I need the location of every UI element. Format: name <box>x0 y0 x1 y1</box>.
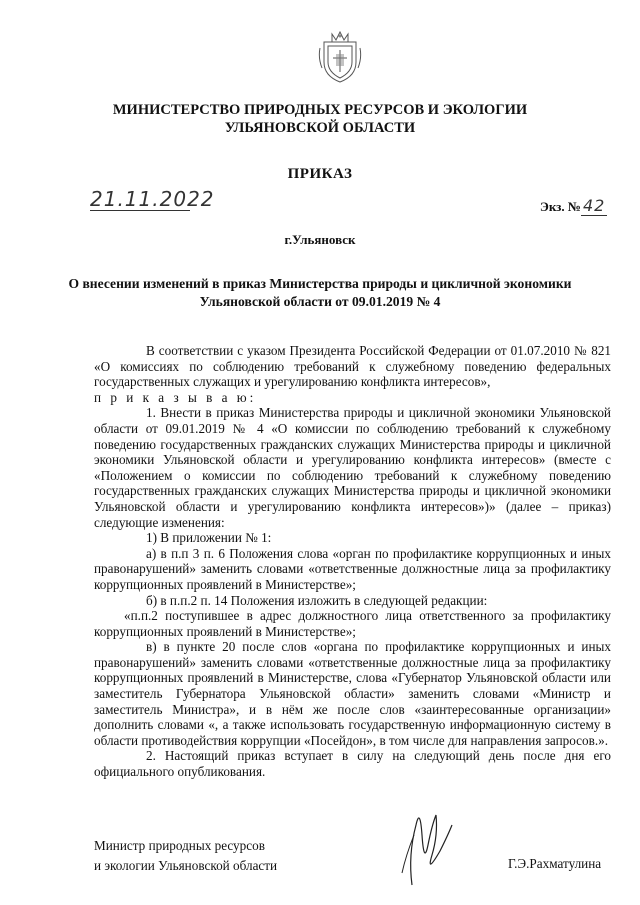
paragraph-order-word: п р и к а з ы в а ю: <box>94 389 257 405</box>
copy-number-label: Экз. № <box>540 199 581 214</box>
copy-number <box>540 196 607 215</box>
order-subject <box>0 275 640 311</box>
order-title: ПРИКАЗ <box>287 166 353 182</box>
order-body <box>94 343 611 780</box>
paragraph-item-1: 1. Внести в приказ Министерства природы и цикличной экономики Ульяновской области от 09.01.2019 № 4 «О комиссии по соблюдению требований к служебному поведению государственных гражданских служащих Министерства природы и цикличной экономики Ульяновской области и урегулированию конфликта интересов» (вместе с «Положением о комиссии по соблюдению требований к служебному поведению государственных гражданских служащих Министерства природы и цикличной экономики Ульяновской области и урегулированию конфликта интересов»)» (далее – приказ) следующие изменения: <box>94 405 611 530</box>
paragraph-subitem-b: б) в п.п.2 п. 14 Положения изложить в следующей редакции: <box>146 592 488 608</box>
ministry-name-line2: УЛЬЯНОВСКОЙ ОБЛАСТИ <box>224 120 416 136</box>
coat-of-arms-emblem <box>318 28 362 86</box>
ministry-name-line1: МИНИСТЕРСТВО ПРИРОДНЫХ РЕСУРСОВ И ЭКОЛОГИИ <box>112 102 528 118</box>
paragraph-subitem-b-text: «п.п.2 поступившее в адрес должностного лица ответственного за профилактику коррупционных проявлений в Министерстве»; <box>94 608 611 639</box>
signatory-position-line1: Министр природных ресурсов <box>94 838 265 853</box>
paragraph-preamble: В соответствии с указом Президента Российской Федерации от 01.07.2010 № 821 «О комиссиях по соблюдению требований к служебному поведению федеральных государственных служащих и урегулированию конфликта интересов», <box>94 343 611 390</box>
paragraph-appendix: 1) В приложении № 1: <box>146 530 272 546</box>
signatory-position <box>94 836 277 876</box>
ministry-name <box>0 101 640 137</box>
city: г.Ульяновск <box>284 232 356 247</box>
handwritten-date-text: 21.11.2022 <box>90 187 215 211</box>
handwritten-date <box>86 184 216 212</box>
handwritten-signature <box>392 795 472 895</box>
signatory-position-line2: и экологии Ульяновской области <box>94 858 278 873</box>
paragraph-subitem-a: а) в п.п 3 п. 6 Положения слова «орган по профилактике коррупционных и иных правонарушений» заменить словами «ответственные должностные лица за профилактику коррупционных проявлений в Министерстве»; <box>94 545 611 592</box>
signatory-name: Г.Э.Рахматулина <box>508 856 602 871</box>
copy-number-value: 42 <box>582 196 606 215</box>
order-subject-line1: О внесении изменений в приказ Министерства природы и цикличной экономики <box>68 276 572 291</box>
paragraph-item-2: 2. Настоящий приказ вступает в силу на следующий день после дня его официального опубликования. <box>94 748 611 780</box>
date-underline <box>90 210 190 211</box>
paragraph-subitem-v: в) в пункте 20 после слов «органа по профилактике коррупционных и иных правонарушений» заменить словами «ответственные должностные лица за профилактику коррупционных проявлений в Министерстве, слова «Губернатор Ульяновской области или заместитель Губернатора Ульяновской области» заменить словами «Министр и заместитель Министра», и в нём же после слов «заинтересованные организации» дополнить словами «, а также использовать государственную информационную систему в области противодействия коррупции «Посейдон», в том числе для направления запросов.». <box>94 639 611 748</box>
order-subject-line2: Ульяновской области от 09.01.2019 № 4 <box>199 294 441 309</box>
